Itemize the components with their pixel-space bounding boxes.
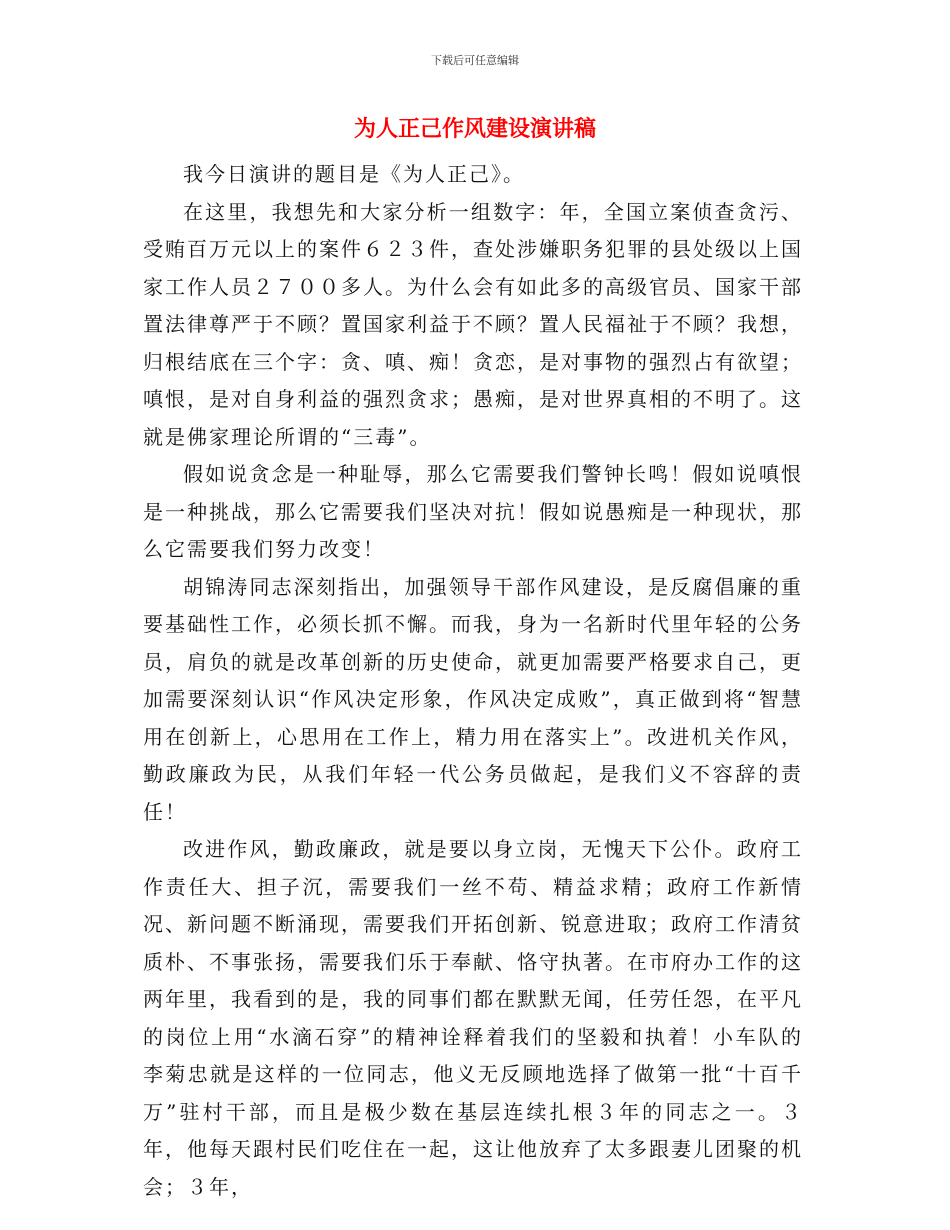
- paragraph: 在这里，我想先和大家分析一组数字：年，全国立案侦查贪污、受贿百万元以上的案件６２３件，查处涉嫌职务犯罪的县处级以上国家工作人员２７００多人。为什么会有如此多的高级官员、国家干部置法律尊严于不顾？置国家利益于不顾？置人民福祉于不顾？我想，归根结底在三个字：贪、嗔、痴！贪恋，是对事物的强烈占有欲望；嗔恨，是对自身利益的强烈贪求；愚痴，是对世界真相的不明了。这就是佛家理论所谓的“三毒”。: [143, 199, 803, 449]
- header-note: 下载后可任意编辑: [431, 54, 519, 67]
- paragraph: 假如说贪念是一种耻辱，那么它需要我们警钟长鸣！假如说嗔恨是一种挑战，那么它需要我们坚决对抗！假如说愚痴是一种现状，那么它需要我们努力改变！: [143, 462, 803, 561]
- paragraph: 胡锦涛同志深刻指出，加强领导干部作风建设，是反腐倡廉的重要基础性工作，必须长抓不懈。而我，身为一名新时代里年轻的公务员，肩负的就是改革创新的历史使命，就更加需要严格要求自己，更加需要深刻认识“作风决定形象，作风决定成败”，真正做到将“智慧用在创新上，心思用在工作上，精力用在落实上”。改进机关作风，勤政廉政为民，从我们年轻一代公务员做起，是我们义不容辞的责任！: [143, 574, 803, 824]
- paragraph: 改进作风，勤政廉政，就是要以身立岗，无愧天下公仆。政府工作责任大、担子沉，需要我们一丝不苟、精益求精；政府工作新情况、新问题不断涌现，需要我们开拓创新、锐意进取；政府工作清贫质朴、不事张扬，需要我们乐于奉献、恪守执著。在市府办工作的这两年里，我看到的是，我的同事们都在默默无闻，任劳任怨，在平凡的岗位上用“水滴石穿”的精神诠释着我们的坚毅和执着！小车队的李菊忠就是这样的一位同志，他义无反顾地选择了做第一批“十百千万”驻村干部，而且是极少数在基层连续扎根３年的同志之一。３年，他每天跟村民们吃住在一起，这让他放弃了太多跟妻儿团聚的机会；３年，: [143, 837, 803, 1199]
- paragraph: 我今日演讲的题目是《为人正己》。: [183, 162, 525, 186]
- document-title: 为人正己作风建设演讲稿: [353, 117, 596, 142]
- document-body: [143, 156, 803, 1206]
